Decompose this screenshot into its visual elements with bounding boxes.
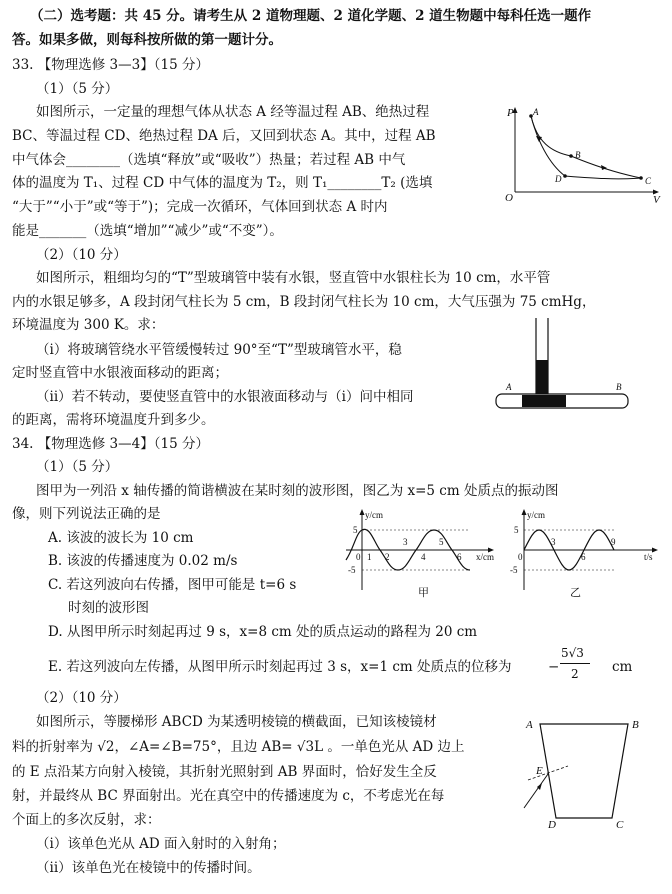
pv-diagram <box>503 104 661 204</box>
q33-part1-score: （1）（5 分） <box>36 81 119 97</box>
q34-p2-line: 如图所示，等腰梯形 ABCD 为某透明棱镜的横截面，已知该棱镜材 <box>36 714 437 730</box>
q34-p2-line: 的 E 点沿某方向射入棱镜，其折射光照射到 AB 界面时，恰好发生全反 <box>12 764 437 780</box>
wave-a-ytick: -5 <box>348 565 356 575</box>
prism-label-d: D <box>548 819 556 830</box>
wave-b-ytick: 5 <box>514 525 519 535</box>
q33-p2-line: 环境温度为 300 K。求： <box>12 317 165 333</box>
wave-b-xtick: 9 <box>611 537 616 547</box>
wave-a-xtick: 0 <box>356 552 361 562</box>
option-a: A. 该波的波长为 10 cm <box>48 530 194 546</box>
q34-p2-line: 料的折射率为 √2，∠A=∠B=75°，且边 AB= √3L 。一单色光从 AD 边上 <box>12 739 465 755</box>
p-axis-label: P <box>507 107 514 119</box>
q33-p1-line: 体的温度为 T₁、过程 CD 中气体的温度为 T₂，则 T₁________T₂ (选填 <box>12 175 433 191</box>
wave-graph-jia <box>340 508 502 600</box>
wave-b-xtick: 3 <box>551 537 556 547</box>
option-e-minus: − <box>548 659 560 675</box>
prism-label-c: C <box>616 819 624 830</box>
q34-p1-line: 像，则下列说法正确的是 <box>12 506 161 522</box>
tube-label-a: A <box>506 382 512 392</box>
q34-p1-line: 图甲为一列沿 x 轴传播的简谐横波在某时刻的波形图，图乙为 x=5 cm 处质点的振动图 <box>36 483 559 499</box>
wave-a-xtick: 5 <box>439 537 444 547</box>
wave-a-xlabel: x/cm <box>476 552 494 562</box>
q33-title: 33. 【物理选修 3—3】（15 分） <box>12 57 209 73</box>
point-d-label: D <box>555 174 562 184</box>
q34-title: 34. 【物理选修 3—4】（15 分） <box>12 436 209 452</box>
q34-part2-score: （2）（10 分） <box>36 690 127 706</box>
q33-p1-line: 能是_______（选填“增加”“减少”或“不变”）。 <box>12 223 283 239</box>
q33-part2-score: （2）（10 分） <box>36 247 127 263</box>
wave-a-ylabel: y/cm <box>365 510 383 520</box>
tube-label-b: B <box>616 382 622 392</box>
q33-p2-sub: 定时竖直管中水银液面移动的距离； <box>12 365 228 381</box>
option-c: C. 若这列波向右传播，图甲可能是 t=6 s <box>48 577 297 593</box>
q34-p2-sub: （i）该单色光从 AD 面入射时的入射角； <box>36 836 286 852</box>
wave-b-caption: 乙 <box>570 587 581 599</box>
q34-part1-score: （1）（5 分） <box>36 459 119 475</box>
origin-label: O <box>505 192 513 204</box>
option-e-numerator: 5√3 <box>561 646 584 660</box>
q34-p2-line: 射，并最终从 BC 界面射出。光在真空中的传播速度为 c，不考虑光在每 <box>12 788 445 804</box>
wave-b-ylabel: y/cm <box>527 510 545 520</box>
wave-a-ytick: 5 <box>353 525 358 535</box>
q33-p1-line: “大于”“小于”或“等于”)；完成一次循环，气体回到状态 A 时内 <box>12 199 388 215</box>
trapezoid-prism-diagram <box>520 712 650 830</box>
wave-a-caption: 甲 <box>418 587 429 599</box>
q33-p1-line: 如图所示，一定量的理想气体从状态 A 经等温过程 AB、绝热过程 <box>36 104 430 120</box>
prism-label-b: B <box>632 719 639 731</box>
q33-p2-sub: 的距离，需将环境温度升到多少。 <box>12 412 215 428</box>
option-e-unit: cm <box>612 659 633 675</box>
v-axis-label: V <box>653 194 660 204</box>
prism-label-e: E <box>536 765 543 777</box>
q34-p2-line: 个面上的多次反射，求： <box>12 812 161 828</box>
q34-p2-sub: （ii）该单色光在棱镜中的传播时间。 <box>36 860 261 876</box>
q33-p2-line: 如图所示，粗细均匀的“T”型玻璃管中装有水银，竖直管中水银柱长为 10 cm，水平管 <box>36 270 551 286</box>
q33-p1-line: BC、等温过程 CD、绝热过程 DA 后，又回到状态 A。其中，过程 AB <box>12 128 436 144</box>
option-d: D. 从图甲所示时刻起再过 9 s，x=8 cm 处的质点运动的路程为 20 cm <box>48 624 478 640</box>
wave-b-ytick: -5 <box>510 565 518 575</box>
wave-a-xtick: 6 <box>457 552 462 562</box>
section-header-line2: 答。如果多做，则每科按所做的第一题计分。 <box>12 32 282 48</box>
wave-b-xtick: 6 <box>581 552 586 562</box>
wave-b-xtick: 0 <box>518 552 523 562</box>
t-tube-diagram <box>494 316 634 416</box>
prism-label-a: A <box>526 719 533 731</box>
option-e: E. 若这列波向左传播，从图甲所示时刻起再过 3 s，x=1 cm 处质点的位移为 <box>48 659 512 675</box>
section-header-line1: （二）选考题：共 45 分。请考生从 2 道物理题、2 道化学题、2 道生物题中每科任选一题作 <box>30 8 592 24</box>
q33-p2-sub: （i）将玻璃管绕水平管缓慢转过 90°至“T”型玻璃管水平，稳 <box>36 342 402 358</box>
q33-p2-sub: （ii）若不转动，要使竖直管中的水银液面移动与（i）问中相同 <box>36 389 414 405</box>
wave-a-xtick: 1 <box>367 552 372 562</box>
option-b: B. 该波的传播速度为 0.02 m/s <box>48 553 238 569</box>
point-a-label: A <box>533 107 539 117</box>
point-b-label: B <box>575 150 581 160</box>
q33-p2-line: 内的水银足够多，A 段封闭气柱长为 5 cm，B 段封闭气柱长为 10 cm，大气压强为 75 cmHg， <box>12 294 596 310</box>
option-e-denominator: 2 <box>571 667 579 681</box>
q33-p1-line: 中气体会________（选填“释放”或“吸收”）热量；若过程 AB 中气 <box>12 152 406 168</box>
wave-a-xtick: 2 <box>385 552 390 562</box>
wave-graph-yi <box>504 508 664 600</box>
point-c-label: C <box>645 176 652 186</box>
wave-b-xlabel: t/s <box>644 552 653 562</box>
wave-a-xtick: 4 <box>421 552 426 562</box>
option-c-cont: 时刻的波形图 <box>68 600 149 616</box>
wave-a-xtick: 3 <box>403 537 408 547</box>
